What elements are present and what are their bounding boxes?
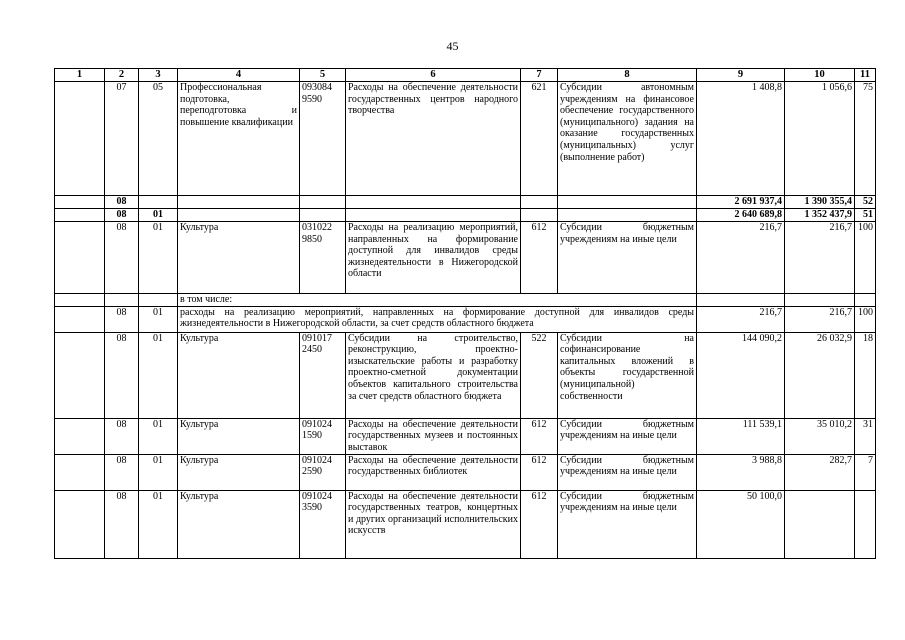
- execution-percent: 100: [855, 222, 876, 294]
- planned-amount: 50 100,0: [697, 490, 785, 558]
- target-article-code: 091017 2450: [300, 332, 346, 418]
- column-header: 6: [346, 69, 521, 82]
- section-total-row: [55, 196, 876, 209]
- subsection-code: 01: [139, 454, 178, 490]
- cell-col1: [55, 82, 105, 196]
- target-article-code: 091024 2590: [300, 454, 346, 490]
- section-name: Культура: [178, 222, 300, 294]
- execution-percent: 18: [855, 332, 876, 418]
- actual-amount: 1 390 355,4: [785, 196, 855, 209]
- column-header: 2: [105, 69, 139, 82]
- expense-type-code: 621: [521, 82, 558, 196]
- note-text: в том числе:: [178, 294, 697, 307]
- expense-description: Расходы на обеспечение деятельности государственных театров, концертных и других организаций исполнительских искусств: [346, 490, 521, 558]
- target-article-code: 093084 9590: [300, 82, 346, 196]
- expense-type-name: Субсидии бюджетным учреждениям на иные цели: [558, 418, 697, 454]
- expense-description: [346, 209, 521, 222]
- execution-percent: 100: [855, 306, 876, 332]
- subsection-code: 05: [139, 82, 178, 196]
- planned-amount: 2 640 689,8: [697, 209, 785, 222]
- table-row: [55, 82, 876, 196]
- expense-type-name: Субсидии бюджетным учреждениям на иные цели: [558, 222, 697, 294]
- section-name: [178, 209, 300, 222]
- execution-percent: 31: [855, 418, 876, 454]
- target-article-code: 091024 1590: [300, 418, 346, 454]
- planned-amount: 144 090,2: [697, 332, 785, 418]
- actual-amount: 1 352 437,9: [785, 209, 855, 222]
- section-code: 08: [105, 418, 139, 454]
- target-article-code: [300, 196, 346, 209]
- column-header: 7: [521, 69, 558, 82]
- actual-amount: 216,7: [785, 222, 855, 294]
- planned-amount: 216,7: [697, 222, 785, 294]
- planned-amount: 1 408,8: [697, 82, 785, 196]
- column-header: 9: [697, 69, 785, 82]
- page-number: 45: [446, 39, 459, 53]
- expense-type-code: 612: [521, 454, 558, 490]
- cell-col1: [55, 294, 105, 307]
- column-header: 8: [558, 69, 697, 82]
- table-row: [55, 332, 876, 418]
- execution-percent: 75: [855, 82, 876, 196]
- expense-type-code: 612: [521, 418, 558, 454]
- section-code: 08: [105, 209, 139, 222]
- section-name: Культура: [178, 454, 300, 490]
- column-number-header-row: [55, 69, 876, 82]
- expense-description: Расходы на обеспечение деятельности государственных музеев и постоянных выставок: [346, 418, 521, 454]
- subsection-code: 01: [139, 222, 178, 294]
- expense-type-name: Субсидии на софинансирование капитальных вложений в объекты государственной (муниципальной) собственности: [558, 332, 697, 418]
- budget-table: [54, 68, 876, 559]
- expense-type-name: Субсидии бюджетным учреждениям на иные цели: [558, 454, 697, 490]
- cell-col1: [55, 196, 105, 209]
- section-name: [178, 196, 300, 209]
- cell-col1: [55, 332, 105, 418]
- note-row: [55, 306, 876, 332]
- planned-amount: 2 691 937,4: [697, 196, 785, 209]
- column-header: 10: [785, 69, 855, 82]
- table-row: [55, 490, 876, 558]
- expense-description: Расходы на реализацию мероприятий, направленных на формирование доступной для инвалидов среды жизнедеятельности в Нижегородской области: [346, 222, 521, 294]
- section-code: 08: [105, 454, 139, 490]
- target-article-code: 031022 9850: [300, 222, 346, 294]
- planned-amount: 216,7: [697, 306, 785, 332]
- actual-amount: [785, 294, 855, 307]
- section-code: [105, 294, 139, 307]
- section-code: 08: [105, 306, 139, 332]
- section-code: 07: [105, 82, 139, 196]
- subsection-code: 01: [139, 418, 178, 454]
- actual-amount: [785, 490, 855, 558]
- section-name: Культура: [178, 490, 300, 558]
- execution-percent: 51: [855, 209, 876, 222]
- column-header: 3: [139, 69, 178, 82]
- expense-type-name: [558, 209, 697, 222]
- actual-amount: 282,7: [785, 454, 855, 490]
- target-article-code: 091024 3590: [300, 490, 346, 558]
- column-header: 1: [55, 69, 105, 82]
- actual-amount: 1 056,6: [785, 82, 855, 196]
- execution-percent: [855, 490, 876, 558]
- target-article-code: [300, 209, 346, 222]
- column-header: 4: [178, 69, 300, 82]
- column-header: 5: [300, 69, 346, 82]
- expense-type-code: 612: [521, 490, 558, 558]
- section-code: 08: [105, 490, 139, 558]
- cell-col1: [55, 490, 105, 558]
- table-row: [55, 454, 876, 490]
- section-code: 08: [105, 222, 139, 294]
- cell-col1: [55, 209, 105, 222]
- note-text: расходы на реализацию мероприятий, направленных на формирование доступной для инвалидов среды жизнедеятельности в Нижегородской области, за счет средств областного бюджета: [178, 306, 697, 332]
- section-name: Культура: [178, 332, 300, 418]
- planned-amount: 111 539,1: [697, 418, 785, 454]
- section-code: 08: [105, 332, 139, 418]
- table-row: [55, 418, 876, 454]
- note-row: [55, 294, 876, 307]
- subsection-code: 01: [139, 306, 178, 332]
- cell-col1: [55, 418, 105, 454]
- expense-type-code: [521, 209, 558, 222]
- expense-type-name: Субсидии бюджетным учреждениям на иные цели: [558, 490, 697, 558]
- execution-percent: [855, 294, 876, 307]
- subsection-code: 01: [139, 490, 178, 558]
- expense-type-name: [558, 196, 697, 209]
- planned-amount: [697, 294, 785, 307]
- actual-amount: 35 010,2: [785, 418, 855, 454]
- subsection-code: [139, 294, 178, 307]
- expense-description: Расходы на обеспечение деятельности государственных центров народного творчества: [346, 82, 521, 196]
- expense-type-code: 612: [521, 222, 558, 294]
- cell-col1: [55, 306, 105, 332]
- actual-amount: 216,7: [785, 306, 855, 332]
- table-row: [55, 222, 876, 294]
- subsection-code: 01: [139, 332, 178, 418]
- subsection-code: [139, 196, 178, 209]
- section-code: 08: [105, 196, 139, 209]
- cell-col1: [55, 454, 105, 490]
- section-name: Профессиональная подготовка, переподготовка и повышение квалификации: [178, 82, 300, 196]
- expense-description: Субсидии на строительство, реконструкцию, проектно-изыскательские работы и разработку проектно-сметной документации объектов капитального строительства за счет средств областного бюджета: [346, 332, 521, 418]
- expense-description: [346, 196, 521, 209]
- planned-amount: 3 988,8: [697, 454, 785, 490]
- section-total-row: [55, 209, 876, 222]
- execution-percent: 7: [855, 454, 876, 490]
- column-header: 11: [855, 69, 876, 82]
- expense-description: Расходы на обеспечение деятельности государственных библиотек: [346, 454, 521, 490]
- subsection-code: 01: [139, 209, 178, 222]
- expense-type-name: Субсидии автономным учреждениям на финансовое обеспечение государственного (муниципального) задания на оказание государственных (муниципальных) услуг (выполнение работ): [558, 82, 697, 196]
- section-name: Культура: [178, 418, 300, 454]
- actual-amount: 26 032,9: [785, 332, 855, 418]
- cell-col1: [55, 222, 105, 294]
- expense-type-code: 522: [521, 332, 558, 418]
- expense-type-code: [521, 196, 558, 209]
- execution-percent: 52: [855, 196, 876, 209]
